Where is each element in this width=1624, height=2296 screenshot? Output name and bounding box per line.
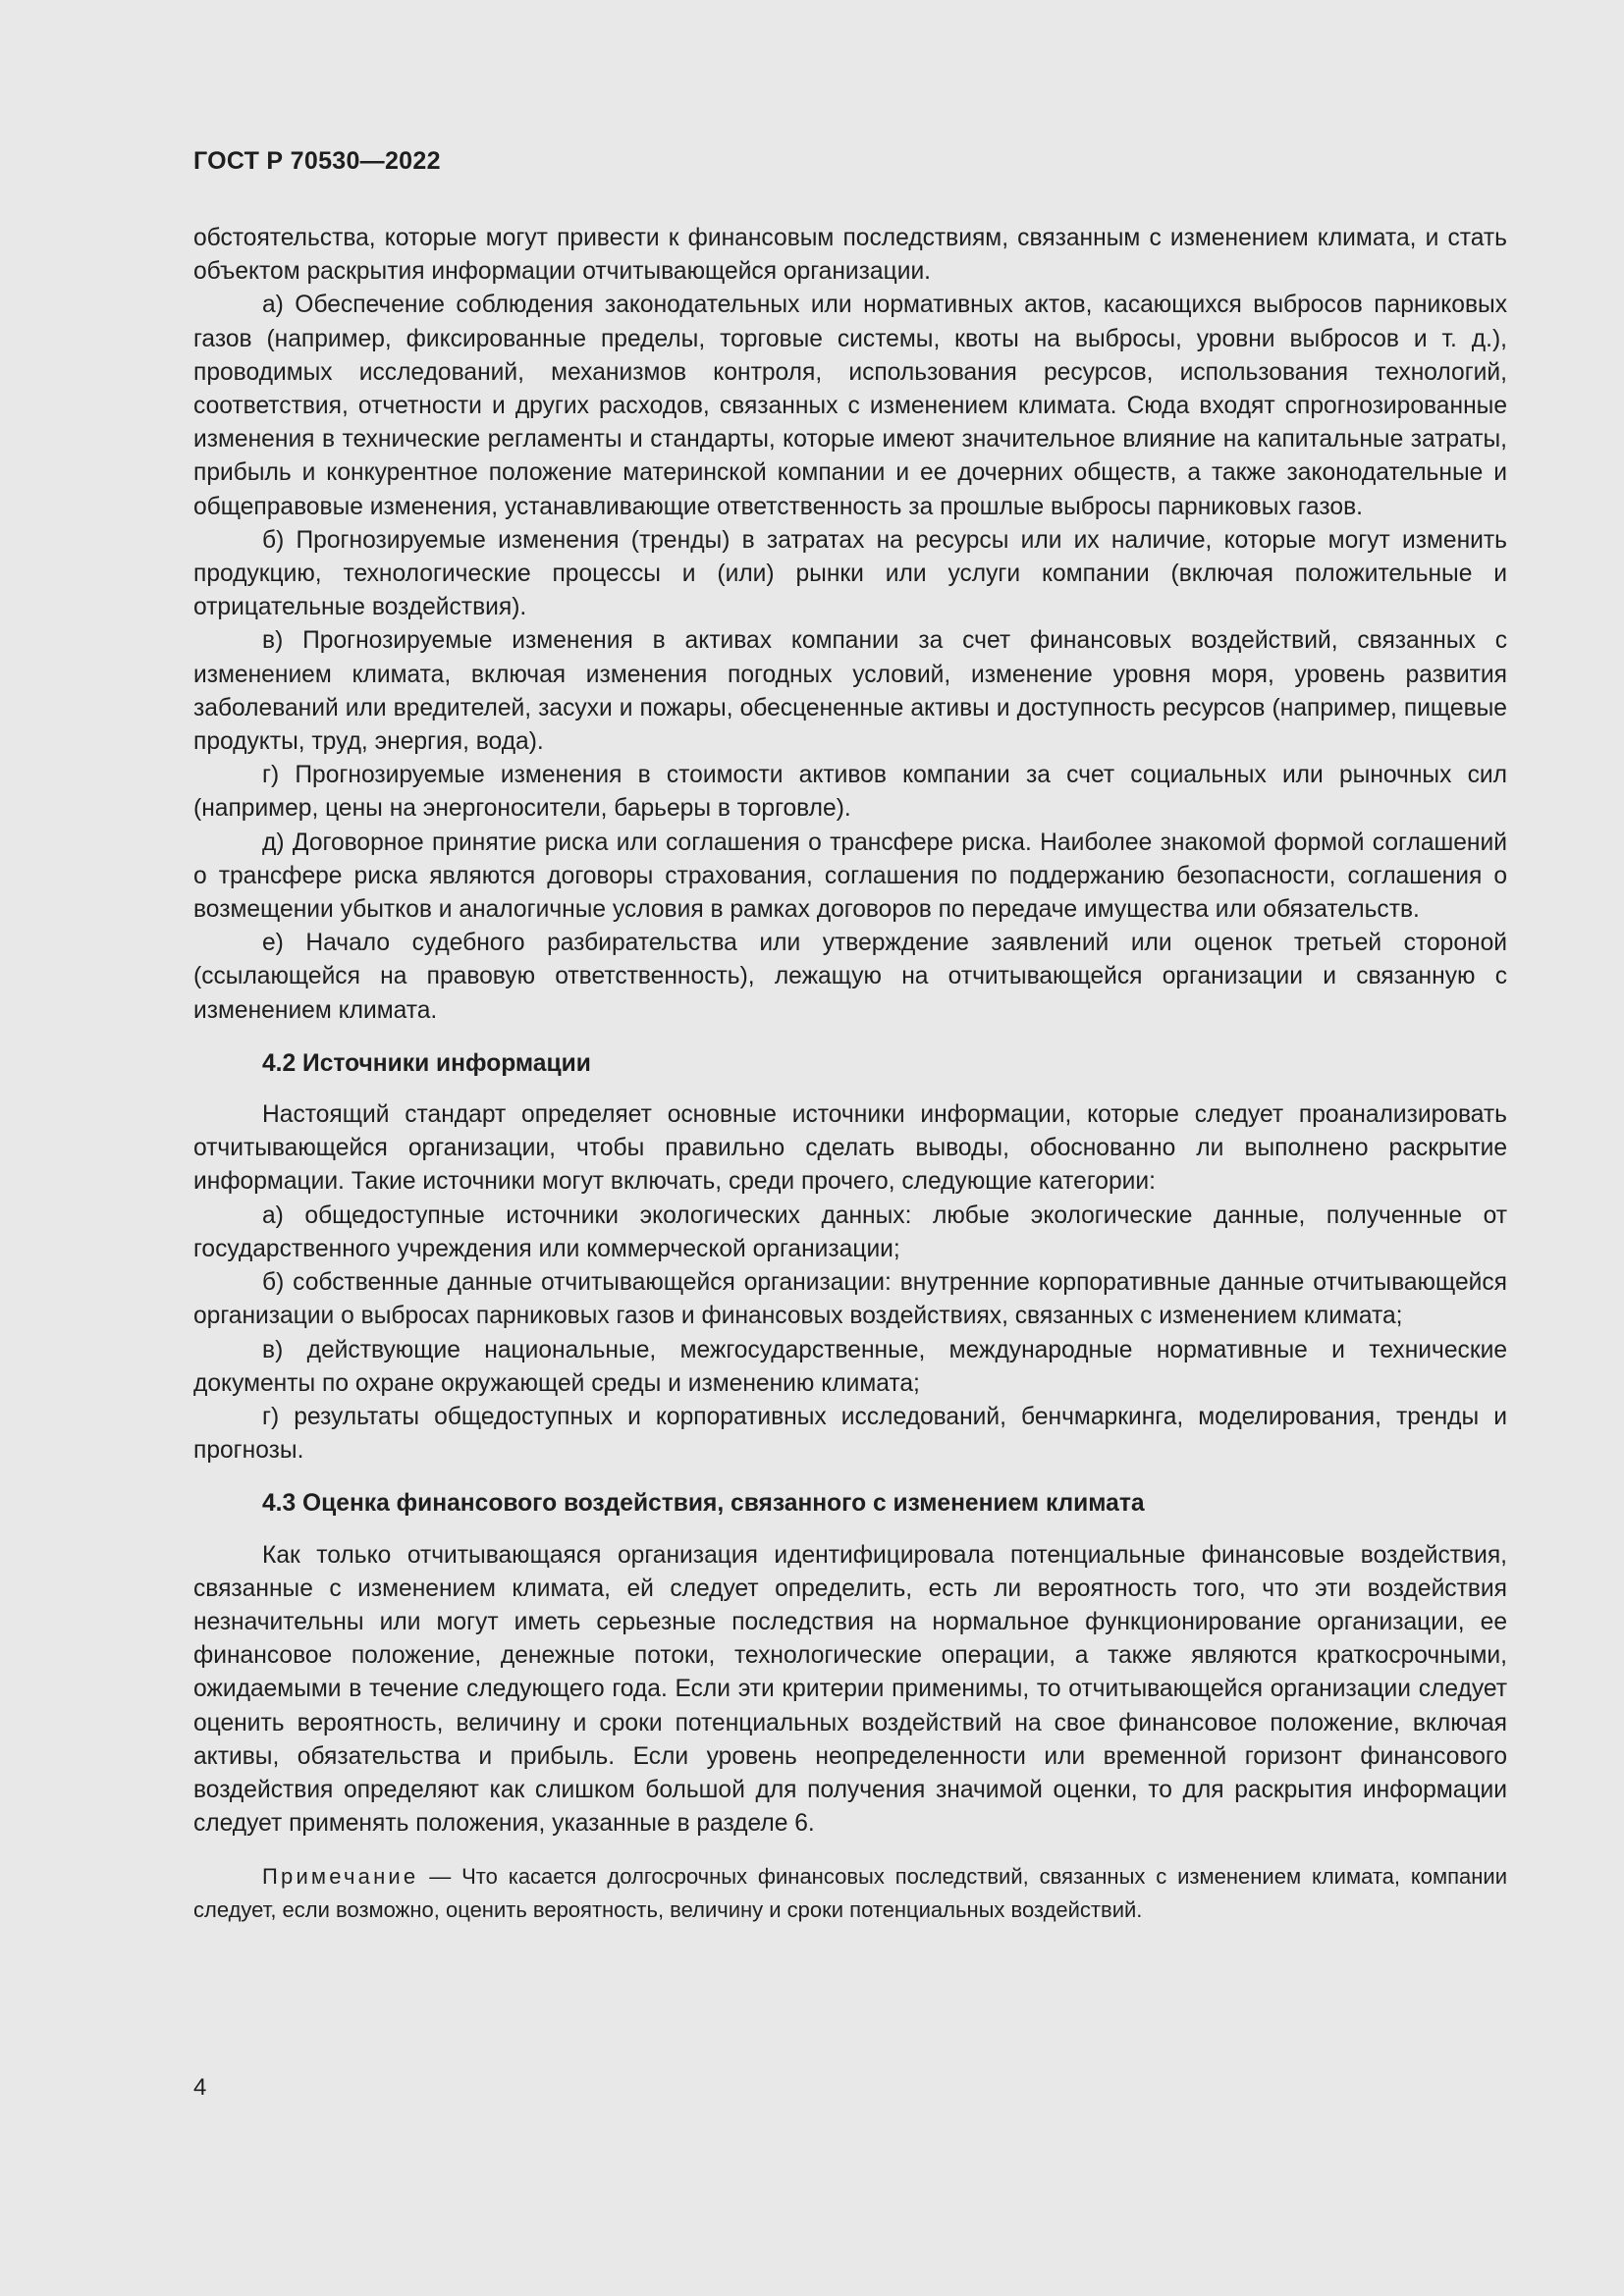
document-code-header: ГОСТ Р 70530—2022 [193, 147, 441, 175]
source-item-v: в) действующие национальные, межгосударственные, международные нормативные и технические документы по охране окружающей среды и изменению климата; [193, 1336, 1507, 1397]
list-item-b: б) Прогнозируемые изменения (тренды) в затратах на ресурсы или их наличие, которые могут изменить продукцию, технологические процессы и (или) рынки или услуги компании (включая положительные и отрицательные воздействия). [193, 526, 1507, 621]
note-text: — Что касается долгосрочных финансовых последствий, связанных с изменением климата, компании следует, если возможно, оценить вероятность, величину и сроки потенциальных воздействий. [193, 1864, 1507, 1923]
page-content [193, 222, 1507, 1927]
page-number: 4 [193, 2074, 207, 2101]
section-title-4-3: 4.3 Оценка финансового воздействия, связанного с изменением климата [262, 1490, 1145, 1518]
source-item-g: г) результаты общедоступных и корпоративных исследований, бенчмаркинга, моделирования, тренды и прогнозы. [193, 1403, 1507, 1465]
list-item-v: в) Прогнозируемые изменения в активах компании за счет финансовых воздействий, связанных с изменением климата, включая изменения погодных условий, изменение уровня моря, уровень развития заболеваний или вредителей, засухи и пожары, обесцененные активы и доступность ресурсов (например, пищевые продукты, труд, энергия, вода). [193, 627, 1507, 756]
note-label: Примечание [262, 1864, 419, 1890]
list-item-e: е) Начало судебного разбирательства или утверждение заявлений или оценок третьей стороной (ссылающейся на правовую ответственность), лежащую на отчитывающейся организации и связанную с изменением климата. [193, 930, 1507, 1024]
section-title-4-2: 4.2 Источники информации [262, 1049, 591, 1077]
continuation-paragraph: обстоятельства, которые могут привести к финансовым последствиям, связанным с изменением климата, и стать объектом раскрытия информации отчитывающейся организации. [193, 225, 1507, 286]
section-4-3-paragraph: Как только отчитывающаяся организация идентифицировала потенциальные финансовые воздействия, связанные с изменением климата, ей следует определить, есть ли вероятность того, что эти воздействия незначительны или могут иметь серьезные последствия на нормальное функционирование организации, ее финансовое положение, денежные потоки, технологические операции, а также являются краткосрочными, ожидаемыми в течение следующего года. Если эти критерии применимы, то отчитывающейся организации следует оценить вероятность, величину и сроки потенциальных воздействий на свое финансовое положение, включая активы, обязательства и прибыль. Если уровень неопределенности или временной горизонт финансового воздействия определяют как слишком большой для получения значимой оценки, то для раскрытия информации следует применять положения, указанные в разделе 6. [193, 1541, 1507, 1838]
note-paragraph [193, 1860, 1507, 1927]
source-item-b: б) собственные данные отчитывающейся организации: внутренние корпоративные данные отчитывающейся организации о выбросах парниковых газов и финансовых воздействиях, связанных с изменением климата; [193, 1269, 1507, 1330]
list-item-a: а) Обеспечение соблюдения законодательных или нормативных актов, касающихся выбросов парниковых газов (например, фиксированные пределы, торговые системы, квоты на выбросы, уровни выбросов и т. д.), проводимых исследований, механизмов контроля, использования ресурсов, использования технологий, соответствия, отчетности и других расходов, связанных с изменением климата. Сюда входят спрогнозированные изменения в технические регламенты и стандарты, которые имеют значительное влияние на капитальные затраты, прибыль и конкурентное положение материнской компании и ее дочерних обществ, а также законодательные и общеправовые изменения, устанавливающие ответственность за прошлые выбросы парниковых газов. [193, 292, 1507, 520]
list-item-d: д) Договорное принятие риска или соглашения о трансфере риска. Наиболее знакомой формой соглашений о трансфере риска являются договоры страхования, соглашения по поддержанию безопасности, соглашения о возмещении убытков и аналогичные условия в рамках договоров по передаче имущества или обязательств. [193, 828, 1507, 924]
section-4-2-intro: Настоящий стандарт определяет основные источники информации, которые следует проанализировать отчитывающейся организации, чтобы правильно сделать выводы, обоснованно ли выполнено раскрытие информации. Такие источники могут включать, среди прочего, следующие категории: [193, 1101, 1507, 1196]
list-item-g: г) Прогнозируемые изменения в стоимости активов компании за счет социальных или рыночных сил (например, цены на энергоносители, барьеры в торговле). [193, 762, 1507, 823]
source-item-a: а) общедоступные источники экологических данных: любые экологические данные, полученные от государственного учреждения или коммерческой организации; [193, 1201, 1507, 1262]
